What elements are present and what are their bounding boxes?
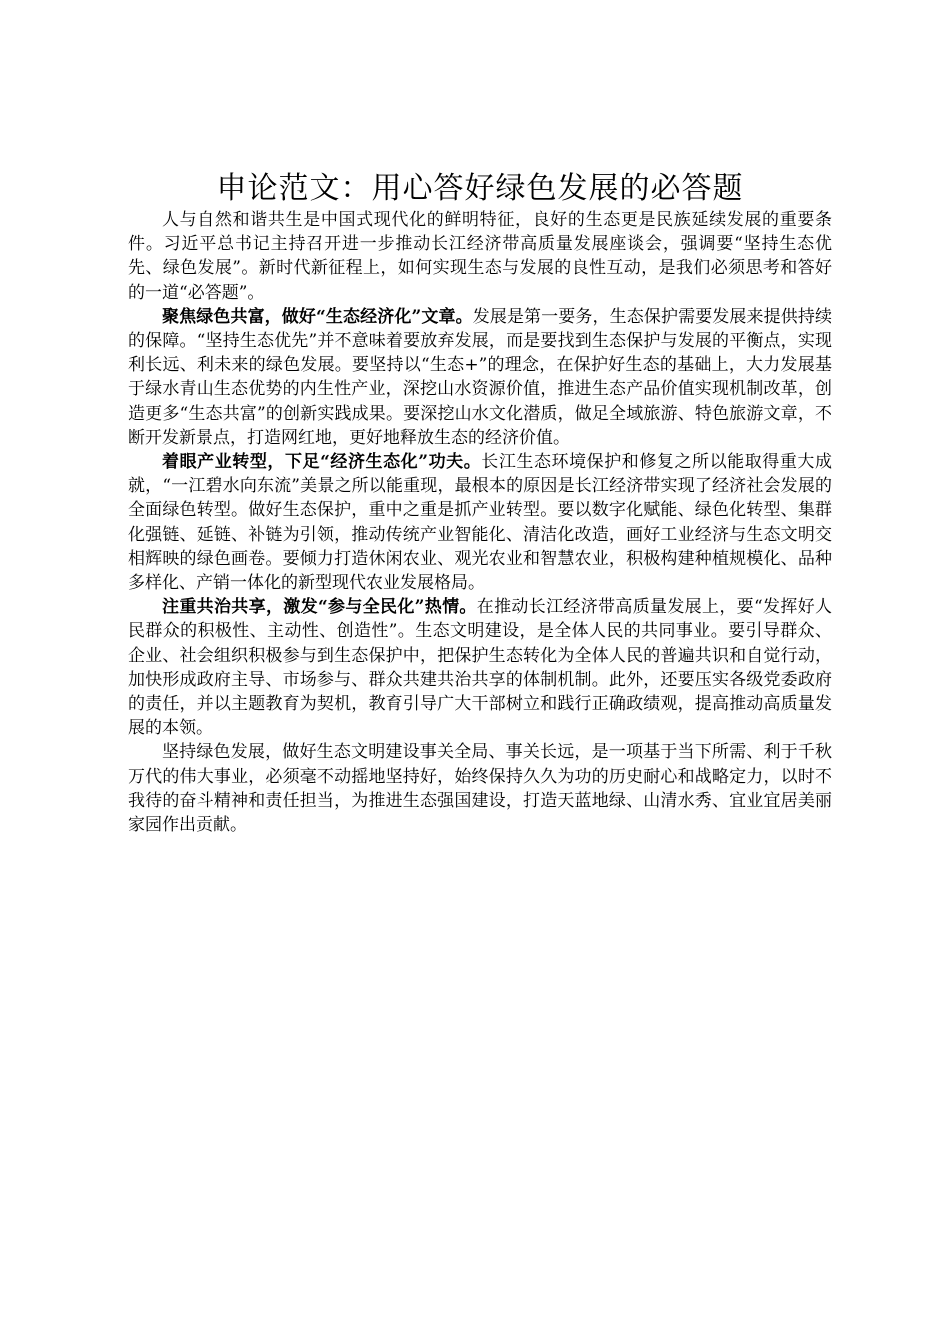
paragraph-conclusion <box>128 740 832 837</box>
paragraph-text: 人与自然和谐共生是中国式现代化的鲜明特征，良好的生态更是民族延续发展的重要条件。习近平总书记主持召开进一步推动长江经济带高质量发展座谈会，强调要“坚持生态优先、绿色发展”。新时代新征程上，如何实现生态与发展的良性互动，是我们必须思考和答好的一道“必答题”。 <box>128 210 832 303</box>
paragraph-text: 坚持绿色发展，做好生态文明建设事关全局、事关长远，是一项基于当下所需、利于千秋万代的伟大事业，必须毫不动摇地坚持好，始终保持久久为功的历史耐心和战略定力，以时不我待的奋斗精神和责任担当，为推进生态强国建设，打造天蓝地绿、山清水秀、宜业宜居美丽家园作出贡献。 <box>128 742 832 836</box>
paragraph-text: 在推动长江经济带高质量发展上，要“发挥好人民群众的积极性、主动性、创造性”。生态文明建设，是全体人民的共同事业。要引导群众、企业、社会组织积极参与到生态保护中，把保护生态转化为全体人民的普遍共识和自觉行动，加快形成政府主导、市场参与、群众共建共治共享的体制机制。此外，还要压实各级党委政府的责任，并以主题教育为契机，教育引导广大干部树立和践行正确政绩观，提高推动高质量发展的本领。 <box>128 597 832 739</box>
paragraph-text: 发展是第一要务，生态保护需要发展来提供持续的保障。“坚持生态优先”并不意味着要放弃发展，而是要找到生态保护与发展的平衡点，实现利长远、利未来的绿色发展。要坚持以“生态+”的理念，在保护好生态的基础上，大力发展基于绿水青山生态优势的内生性产业，深挖山水资源价值，推进生态产品价值实现机制改革，创造更多“生态共富”的创新实践成果。要深挖山水文化潜质，做足全域旅游、特色旅游文章，不断开发新景点，打造网红地，更好地释放生态的经济价值。 <box>128 306 832 448</box>
paragraph-co-governance <box>128 595 832 740</box>
paragraph-heading: 聚焦绿色共富，做好“生态经济化”文章。 <box>162 306 473 327</box>
paragraph-heading: 着眼产业转型，下足“经济生态化”功夫。 <box>162 452 482 473</box>
document-title: 申论范文：用心答好绿色发展的必答题 <box>216 171 744 206</box>
paragraph-heading: 注重共治共享，激发“参与全民化”热情。 <box>162 597 477 618</box>
paragraph-industry-transformation <box>128 450 832 595</box>
paragraph-intro <box>128 208 832 305</box>
document-page <box>128 170 832 837</box>
paragraph-ecology-economy <box>128 305 832 450</box>
paragraph-text: 长江生态环境保护和修复之所以能取得重大成就，“一江碧水向东流”美景之所以能重现，最根本的原因是长江经济带实现了经济社会发展的全面绿色转型。做好生态保护，重中之重是抓产业转型。要以数字化赋能、绿色化转型、集群化强链、延链、补链为引领，推动传统产业智能化、清洁化改造，画好工业经济与生态文明交相辉映的绿色画卷。要倾力打造休闲农业、观光农业和智慧农业，积极构建种植规模化、品种多样化、产销一体化的新型现代农业发展格局。 <box>128 452 832 594</box>
